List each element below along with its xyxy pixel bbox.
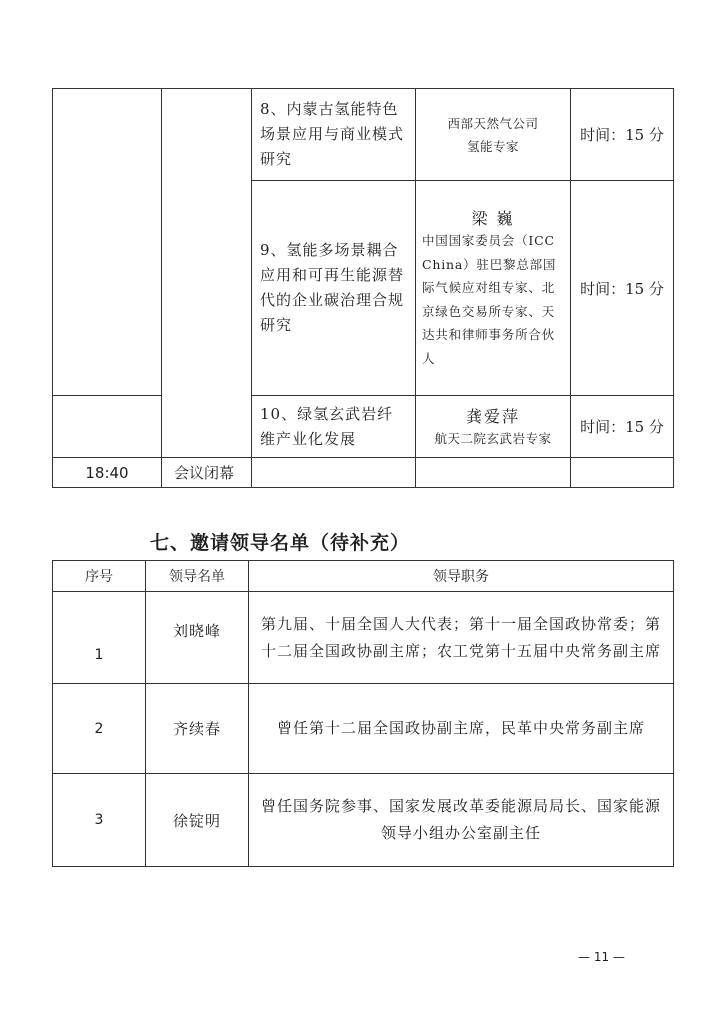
leader-name: 刘晓峰 — [146, 592, 249, 684]
agenda-topic: 9、氢能多场景耦合应用和可再生能源替代的企业碳治理合规研究 — [252, 181, 416, 396]
leader-number: 3 — [53, 774, 146, 867]
empty-cell — [162, 89, 252, 458]
duration: 时间：15 分 — [571, 396, 674, 458]
leader-row — [53, 774, 674, 867]
leader-position: 第九届、十届全国人大代表；第十一届全国政协常委；第十二届全国政协副主席；农工党第十五届中央常务副主席 — [249, 592, 674, 684]
speaker-role: 氢能专家 — [466, 138, 519, 154]
agenda-row — [53, 396, 674, 458]
leader-name: 齐续春 — [146, 684, 249, 774]
empty-cell — [416, 458, 571, 488]
speaker-org: 西部天然气公司 — [447, 115, 539, 131]
speaker-name: 龚爱萍 — [465, 406, 520, 426]
empty-cell — [571, 458, 674, 488]
agenda-row — [53, 89, 674, 181]
agenda-topic: 8、内蒙古氢能特色场景应用与商业模式研究 — [252, 89, 416, 181]
speaker-cell — [416, 396, 571, 458]
leaders-table — [52, 560, 674, 867]
duration: 时间：15 分 — [571, 89, 674, 181]
speaker-cell — [416, 89, 571, 181]
leader-row — [53, 684, 674, 774]
leader-name: 徐锭明 — [146, 774, 249, 867]
speaker-description: 航天二院玄武岩专家 — [434, 430, 552, 446]
header-number: 序号 — [53, 561, 146, 592]
leader-position: 曾任国务院参事、国家发展改革委能源局局长、国家能源领导小组办公室副主任 — [249, 774, 674, 867]
leader-row — [53, 592, 674, 684]
header-position: 领导职务 — [249, 561, 674, 592]
leader-number: 2 — [53, 684, 146, 774]
empty-cell — [252, 458, 416, 488]
leader-position: 曾任第十二届全国政协副主席，民革中央常务副主席 — [249, 684, 674, 774]
leader-number: 1 — [53, 592, 146, 684]
speaker-name: 梁 巍 — [471, 209, 515, 228]
closing-label: 会议闭幕 — [162, 458, 252, 488]
leaders-header-row — [53, 561, 674, 592]
empty-cell — [53, 396, 162, 458]
agenda-topic: 10、绿氢玄武岩纤维产业化发展 — [252, 396, 416, 458]
empty-cell — [53, 89, 162, 396]
duration: 时间：15 分 — [571, 181, 674, 396]
closing-row — [53, 458, 674, 488]
agenda-table — [52, 88, 674, 488]
page-number: — 11 — — [578, 950, 625, 964]
speaker-cell — [416, 181, 571, 396]
section-heading: 七、邀请领导名单（待补充） — [150, 532, 411, 554]
closing-time: 18:40 — [53, 458, 162, 488]
speaker-description: 中国国家委员会（ICC China）驻巴黎总部国际气候应对组专家、北京绿色交易所专家、天达共和律师事务所合伙人 — [422, 233, 557, 366]
header-name: 领导名单 — [146, 561, 249, 592]
